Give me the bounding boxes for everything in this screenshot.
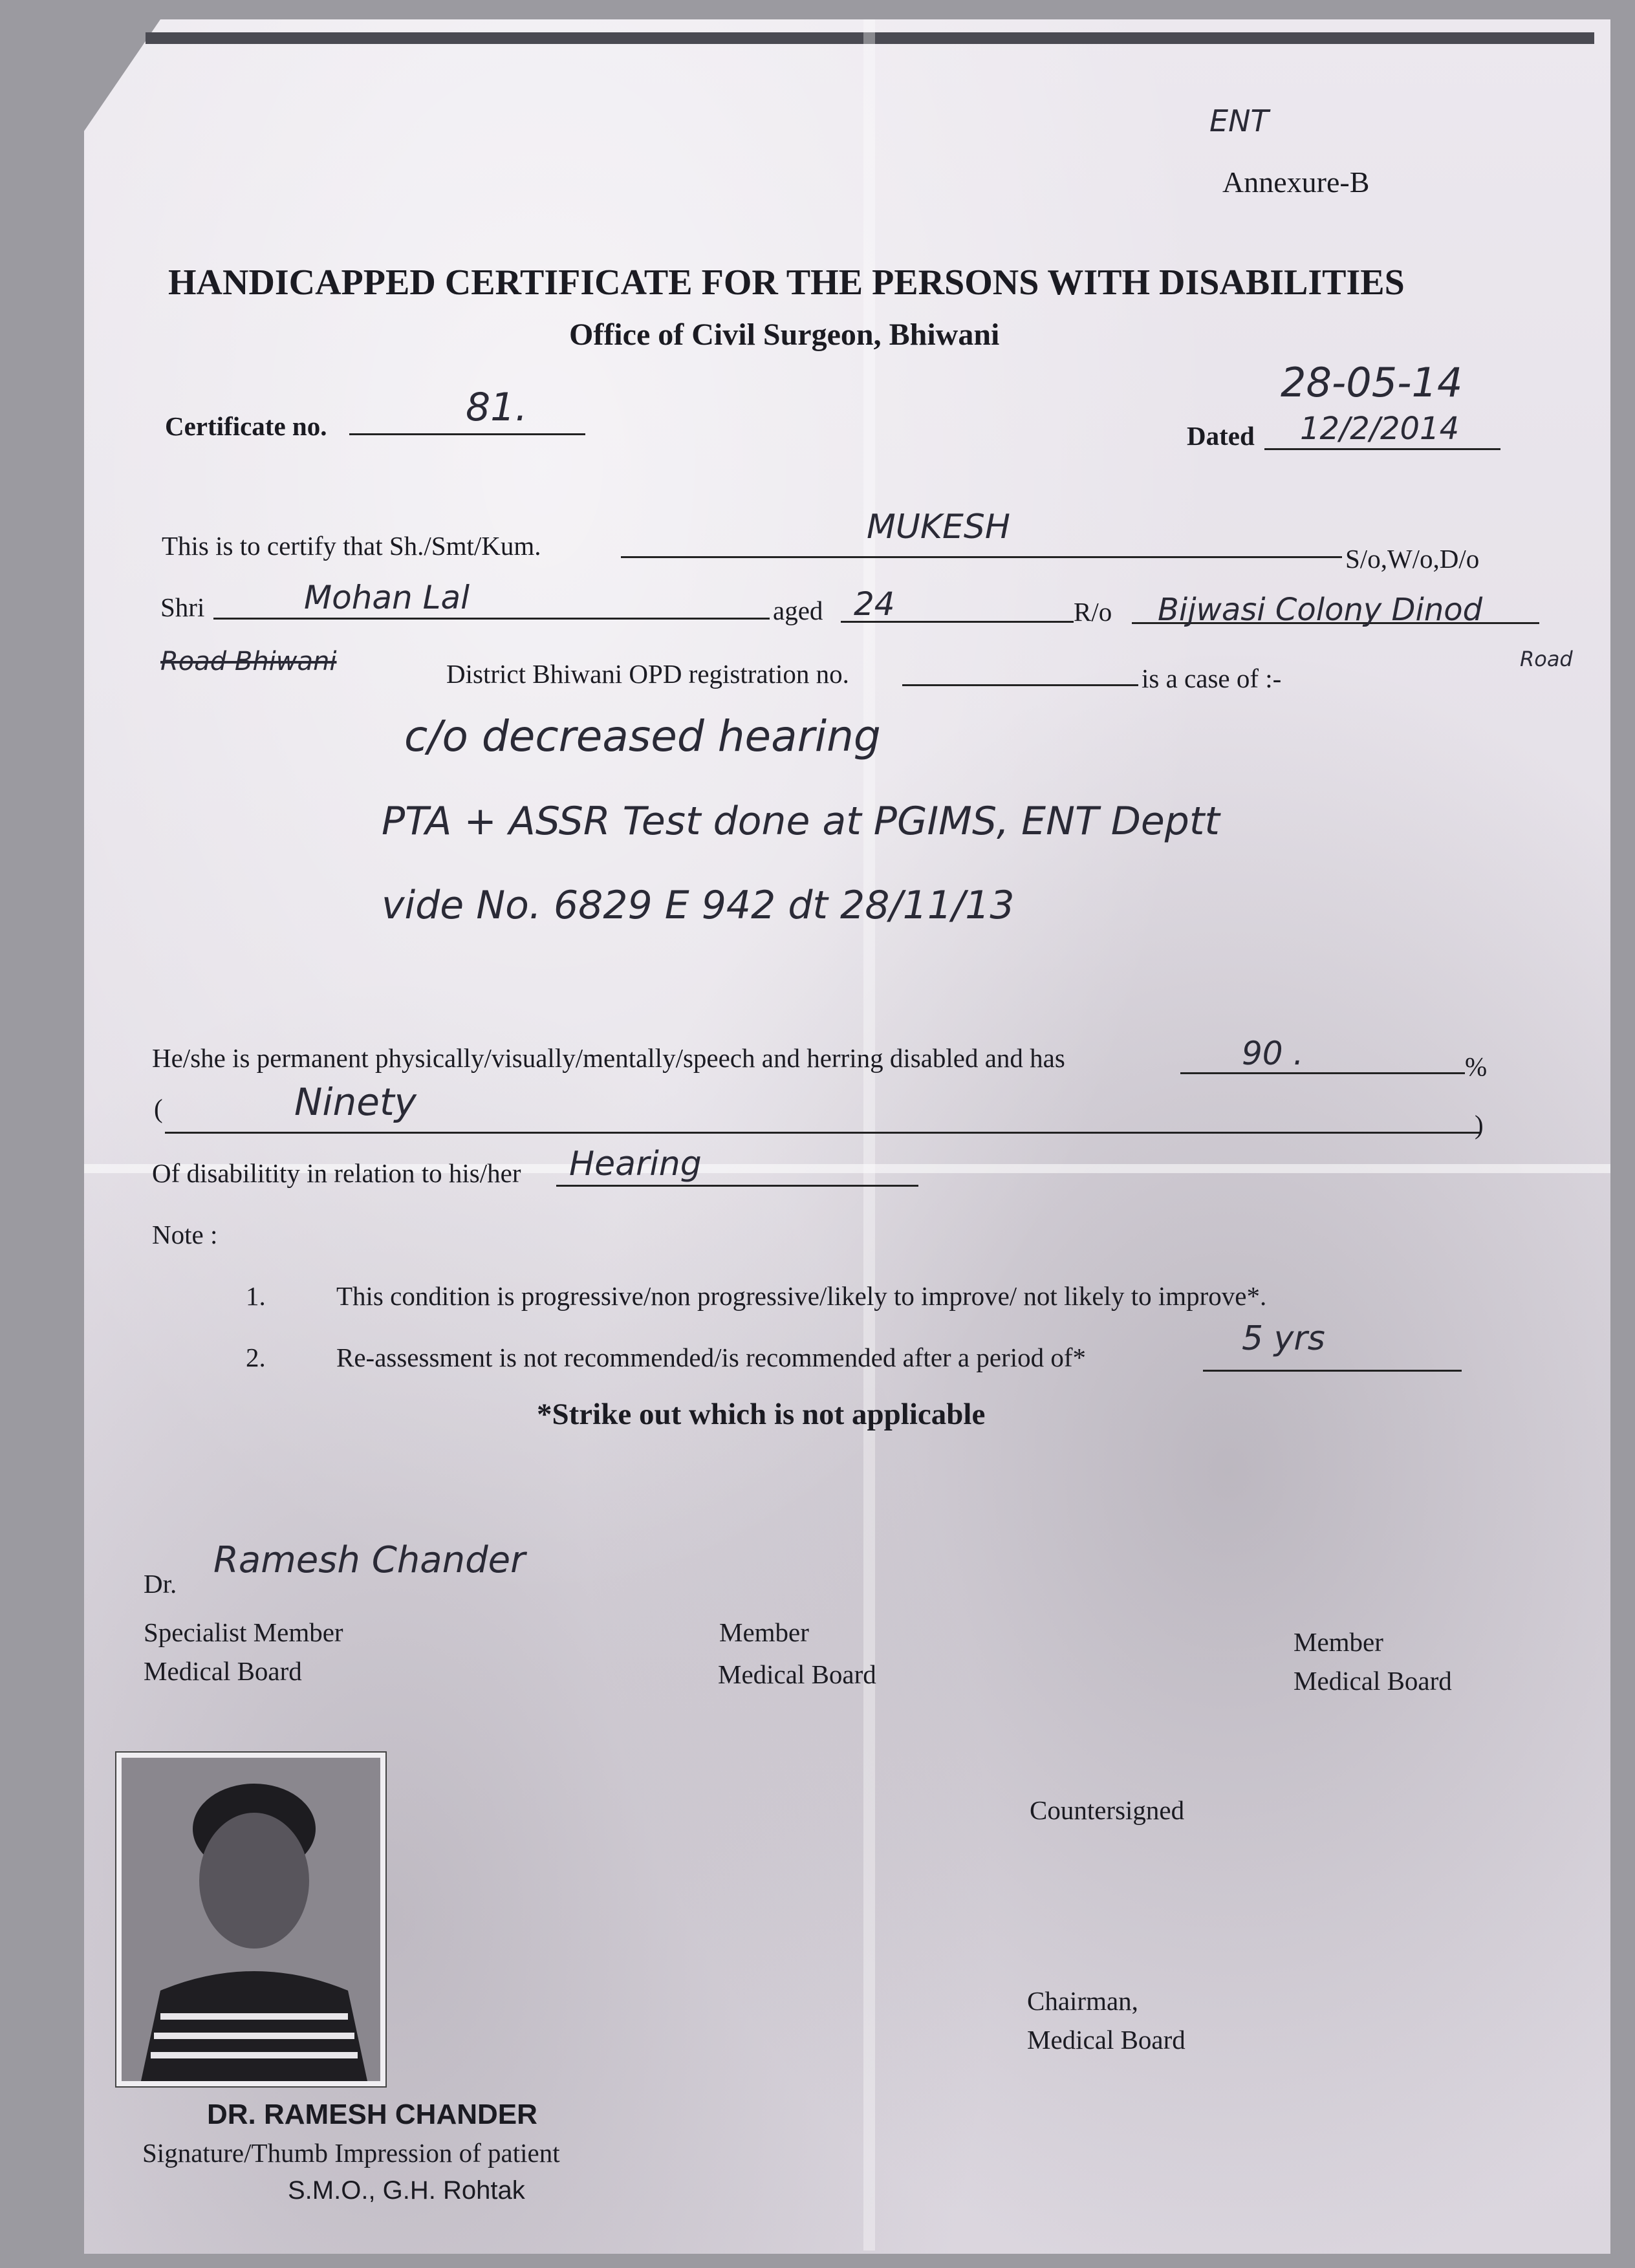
relation-label: S/o,W/o,D/o (1345, 544, 1480, 574)
paper-fold-vertical (863, 19, 875, 2251)
dated-value: 12/2/2014 (1300, 411, 1460, 447)
chairman-board: Medical Board (1027, 2025, 1186, 2055)
age-value: 24 (854, 585, 895, 623)
disability-text: He/she is permanent physically/visually/mentally/speech and herring disabled and has (152, 1043, 1065, 1073)
certificate-number: 81. (466, 385, 528, 430)
annexure-label: Annexure-B (1222, 166, 1370, 199)
patient-name: MUKESH (867, 508, 1010, 546)
specialist-member: Specialist Member (144, 1617, 343, 1647)
member-2: Member (1294, 1627, 1383, 1657)
disability-relation-label: Of disabilitity in relation to his/her (152, 1158, 521, 1188)
member-1: Member (719, 1617, 809, 1647)
certify-intro: This is to certify that Sh./Smt/Kum. (162, 531, 541, 561)
note-2-number: 2. (246, 1343, 266, 1372)
address-tail: Road (1520, 647, 1573, 671)
case-label: is a case of :- (1142, 664, 1282, 693)
disability-words: Ninety (294, 1080, 417, 1124)
aged-label: aged (773, 596, 823, 625)
chairman: Chairman, (1027, 1986, 1138, 2016)
paren-close: ) (1475, 1110, 1484, 1139)
specialist-board: Medical Board (144, 1656, 302, 1686)
person-photo-icon (122, 1758, 380, 2081)
address-line-1: Bijwasi Colony Dinod (1158, 592, 1483, 628)
strike-note: *Strike out which is not applicable (537, 1398, 986, 1431)
dated-label: Dated (1187, 421, 1255, 451)
certificate-no-label: Certificate no. (165, 411, 327, 441)
paren-open: ( (154, 1094, 163, 1123)
date-correction: 28-05-14 (1281, 359, 1463, 406)
member-1-board: Medical Board (718, 1659, 876, 1689)
stamp-name: DR. RAMESH CHANDER (207, 2099, 537, 2130)
ro-label: R/o (1074, 597, 1112, 627)
diagnosis-line-2: PTA + ASSR Test done at PGIMS, ENT Deptt (382, 799, 1220, 844)
disability-percent: 90 . (1242, 1035, 1304, 1072)
patient-photo (116, 1753, 385, 2086)
shri-label: Shri (160, 592, 205, 622)
district-text: District Bhiwani OPD registration no. (446, 659, 849, 689)
note-2-text: Re-assessment is not recommended/is recommended after a period of* (336, 1343, 1087, 1372)
diagnosis-line-3: vide No. 6829 E 942 dt 28/11/13 (382, 883, 1015, 928)
countersigned: Countersigned (1030, 1795, 1185, 1825)
certificate-title: HANDICAPPED CERTIFICATE FOR THE PERSONS WITH DISABILITIES (168, 263, 1405, 303)
address-line-2: Road Bhiwani (160, 647, 337, 676)
member-2-board: Medical Board (1294, 1666, 1452, 1696)
dr-label: Dr. (144, 1569, 177, 1599)
dr-signature: Ramesh Chander (213, 1539, 526, 1581)
note-1-number: 1. (246, 1281, 266, 1311)
ent-mark: ENT (1209, 103, 1269, 138)
percent-sign: % (1465, 1052, 1488, 1081)
reassessment-period: 5 yrs (1242, 1319, 1325, 1358)
note-label: Note : (152, 1220, 218, 1249)
father-name: Mohan Lal (304, 579, 470, 616)
office-name: Office of Civil Surgeon, Bhiwani (569, 318, 1000, 352)
patient-signature-label: Signature/Thumb Impression of patient (142, 2138, 560, 2168)
note-1-text: This condition is progressive/non progressive/likely to improve/ not likely to improve*. (336, 1281, 1267, 1311)
diagnosis-line-1: c/o decreased hearing (404, 711, 881, 761)
disability-relation-value: Hearing (569, 1145, 702, 1183)
stamp-post: S.M.O., G.H. Rohtak (288, 2176, 525, 2205)
